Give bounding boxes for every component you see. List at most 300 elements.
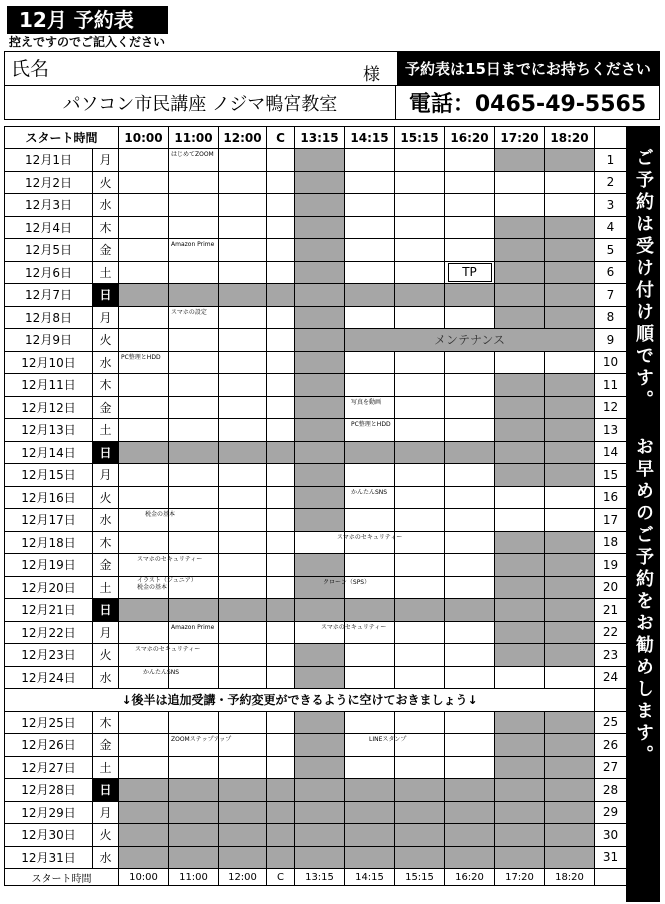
slot-cell[interactable] (345, 216, 395, 239)
slot-cell[interactable] (119, 554, 203, 577)
slot-cell[interactable] (295, 621, 387, 644)
slot-cell[interactable] (395, 261, 445, 284)
slot-cell[interactable] (345, 396, 395, 419)
slot-cell[interactable] (219, 171, 267, 194)
slot-cell[interactable] (345, 441, 395, 464)
slot-cell[interactable] (219, 486, 267, 509)
slot-cell[interactable] (295, 419, 345, 442)
slot-cell[interactable] (119, 306, 169, 329)
slot-cell[interactable] (345, 756, 395, 779)
slot-cell[interactable] (267, 599, 295, 622)
slot-cell[interactable] (395, 711, 445, 734)
slot-cell[interactable] (495, 441, 545, 464)
slot-cell[interactable] (545, 374, 595, 397)
slot-cell[interactable] (545, 666, 595, 689)
slot-cell[interactable] (445, 509, 495, 532)
slot-cell[interactable] (119, 599, 169, 622)
slot-cell[interactable] (395, 216, 445, 239)
slot-cell[interactable] (267, 351, 295, 374)
slot-cell[interactable] (295, 216, 345, 239)
slot-cell[interactable] (295, 239, 345, 262)
slot-cell[interactable] (267, 779, 295, 802)
slot-cell[interactable] (495, 824, 545, 847)
slot-cell[interactable] (295, 194, 345, 217)
slot-cell[interactable] (545, 396, 595, 419)
slot-cell[interactable] (267, 306, 295, 329)
slot-cell[interactable] (267, 239, 295, 262)
slot-cell[interactable] (119, 621, 169, 644)
slot-cell[interactable] (395, 644, 445, 667)
slot-cell[interactable] (495, 846, 545, 869)
slot-cell[interactable] (395, 756, 445, 779)
slot-cell[interactable] (495, 576, 545, 599)
slot-cell[interactable] (345, 419, 395, 442)
slot-cell[interactable] (345, 261, 395, 284)
slot-cell[interactable] (545, 711, 595, 734)
slot-cell[interactable] (219, 621, 267, 644)
slot-cell[interactable] (169, 621, 219, 644)
slot-cell[interactable] (267, 554, 295, 577)
slot-cell[interactable] (545, 824, 595, 847)
slot-cell[interactable] (119, 284, 169, 307)
slot-cell[interactable] (345, 374, 395, 397)
slot-cell[interactable] (395, 554, 445, 577)
slot-cell[interactable] (169, 464, 219, 487)
slot-cell[interactable] (545, 846, 595, 869)
slot-cell[interactable] (345, 779, 395, 802)
slot-cell[interactable] (345, 666, 395, 689)
slot-cell[interactable] (395, 194, 445, 217)
slot-cell[interactable] (295, 554, 345, 577)
slot-cell[interactable] (267, 509, 295, 532)
slot-cell[interactable] (445, 239, 495, 262)
slot-cell[interactable] (169, 531, 219, 554)
slot-cell[interactable] (119, 486, 169, 509)
slot-cell[interactable] (219, 329, 267, 352)
slot-cell[interactable] (219, 351, 267, 374)
slot-cell[interactable] (495, 171, 545, 194)
slot-cell[interactable] (169, 306, 219, 329)
slot-cell[interactable] (495, 779, 545, 802)
slot-cell[interactable] (345, 599, 395, 622)
slot-cell[interactable] (267, 644, 295, 667)
slot-cell[interactable] (169, 171, 219, 194)
slot-cell[interactable] (219, 756, 267, 779)
slot-cell[interactable] (169, 824, 219, 847)
slot-cell[interactable] (345, 351, 395, 374)
slot-cell[interactable] (495, 666, 545, 689)
slot-cell[interactable] (545, 149, 595, 172)
slot-cell[interactable] (295, 599, 345, 622)
slot-cell[interactable] (119, 576, 197, 599)
slot-cell[interactable] (169, 149, 219, 172)
slot-cell[interactable] (169, 261, 219, 284)
slot-cell[interactable] (495, 621, 545, 644)
slot-cell[interactable] (345, 149, 395, 172)
slot-cell[interactable] (545, 284, 595, 307)
slot-cell[interactable] (219, 194, 267, 217)
slot-cell[interactable] (495, 531, 545, 554)
slot-cell[interactable] (267, 149, 295, 172)
slot-cell[interactable] (445, 779, 495, 802)
slot-cell[interactable] (395, 396, 445, 419)
slot-cell[interactable] (295, 261, 345, 284)
slot-cell[interactable] (395, 306, 445, 329)
slot-cell[interactable] (219, 284, 267, 307)
slot-cell[interactable] (267, 374, 295, 397)
day-number: 11 (595, 374, 627, 397)
slot-cell[interactable] (219, 576, 267, 599)
slot-cell[interactable] (295, 666, 345, 689)
slot-cell[interactable] (445, 486, 495, 509)
slot-cell[interactable] (119, 464, 169, 487)
slot-cell[interactable] (545, 194, 595, 217)
slot-cell[interactable] (545, 599, 595, 622)
slot-cell[interactable] (545, 554, 595, 577)
slot-cell[interactable] (169, 284, 219, 307)
slot-cell[interactable] (295, 644, 345, 667)
slot-cell[interactable] (345, 486, 395, 509)
slot-cell[interactable] (545, 531, 595, 554)
slot-cell[interactable] (545, 486, 595, 509)
slot-cell[interactable] (119, 239, 169, 262)
slot-cell[interactable] (295, 284, 345, 307)
slot-cell[interactable] (395, 486, 445, 509)
slot-cell[interactable] (219, 554, 267, 577)
slot-cell[interactable] (169, 756, 219, 779)
slot-cell[interactable] (445, 464, 495, 487)
slot-cell[interactable] (119, 824, 169, 847)
slot-cell[interactable] (267, 396, 295, 419)
slot-cell[interactable] (395, 441, 445, 464)
slot-cell[interactable] (295, 464, 345, 487)
slot-cell[interactable] (267, 171, 295, 194)
slot-cell[interactable] (495, 711, 545, 734)
slot-cell[interactable] (495, 261, 545, 284)
slot-cell[interactable] (295, 846, 345, 869)
slot-cell[interactable] (545, 351, 595, 374)
slot-cell[interactable] (267, 194, 295, 217)
slot-cell[interactable] (295, 711, 345, 734)
slot-cell[interactable] (267, 441, 295, 464)
slot-cell[interactable] (445, 756, 495, 779)
slot-cell[interactable] (219, 779, 267, 802)
slot-cell[interactable] (169, 329, 219, 352)
slot-cell[interactable] (495, 554, 545, 577)
slot-cell[interactable] (119, 194, 169, 217)
slot-cell[interactable] (395, 351, 445, 374)
slot-cell[interactable] (119, 261, 169, 284)
slot-cell[interactable] (545, 441, 595, 464)
slot-cell[interactable] (345, 554, 395, 577)
date-cell: 12月10日 (5, 351, 93, 374)
slot-cell[interactable] (495, 486, 545, 509)
slot-cell[interactable] (445, 599, 495, 622)
slot-cell[interactable] (219, 644, 267, 667)
slot-cell[interactable] (295, 509, 345, 532)
slot-cell[interactable] (395, 171, 445, 194)
slot-cell[interactable] (345, 171, 395, 194)
slot-cell[interactable] (345, 801, 395, 824)
slot-cell[interactable] (119, 216, 169, 239)
slot-cell[interactable] (219, 464, 267, 487)
slot-cell[interactable] (219, 666, 267, 689)
slot-cell[interactable] (119, 531, 169, 554)
slot-cell[interactable] (295, 531, 403, 554)
slot-cell[interactable] (395, 576, 445, 599)
slot-cell[interactable] (169, 216, 219, 239)
slot-cell[interactable] (345, 194, 395, 217)
slot-cell[interactable] (445, 576, 495, 599)
slot-cell[interactable] (545, 734, 595, 757)
slot-cell[interactable] (495, 734, 545, 757)
slot-cell[interactable] (345, 306, 395, 329)
slot-cell[interactable] (545, 261, 595, 284)
slot-cell[interactable] (445, 419, 495, 442)
slot-cell[interactable] (119, 779, 169, 802)
slot-cell[interactable] (169, 374, 219, 397)
slot-cell[interactable] (219, 239, 267, 262)
slot-cell[interactable] (395, 239, 445, 262)
slot-cell[interactable] (445, 306, 495, 329)
slot-cell[interactable] (119, 711, 169, 734)
slot-cell[interactable] (445, 734, 495, 757)
slot-cell[interactable] (345, 824, 395, 847)
slot-cell[interactable] (395, 801, 445, 824)
slot-cell[interactable] (545, 509, 595, 532)
slot-cell[interactable] (395, 666, 445, 689)
slot-cell[interactable] (295, 441, 345, 464)
slot-cell[interactable] (119, 756, 169, 779)
slot-cell[interactable] (119, 396, 169, 419)
slot-cell[interactable] (495, 351, 545, 374)
slot-cell[interactable] (169, 509, 219, 532)
slot-cell[interactable] (119, 509, 176, 532)
slot-cell[interactable] (345, 711, 395, 734)
slot-cell[interactable] (219, 216, 267, 239)
slot-cell[interactable] (267, 419, 295, 442)
slot-cell[interactable] (445, 374, 495, 397)
slot-cell[interactable] (295, 329, 345, 352)
slot-cell[interactable] (545, 239, 595, 262)
weekday-cell: 水 (93, 509, 119, 532)
slot-cell[interactable] (345, 284, 395, 307)
slot-cell[interactable] (395, 599, 445, 622)
slot-cell[interactable] (169, 846, 219, 869)
slot-cell[interactable] (495, 756, 545, 779)
slot-cell[interactable] (169, 441, 219, 464)
slot-cell[interactable] (295, 824, 345, 847)
slot-cell[interactable] (395, 149, 445, 172)
slot-cell[interactable] (445, 554, 495, 577)
slot-cell[interactable] (267, 576, 295, 599)
slot-cell[interactable] (119, 171, 169, 194)
slot-cell[interactable] (119, 149, 169, 172)
slot-cell[interactable] (395, 419, 445, 442)
slot-cell[interactable] (295, 374, 345, 397)
slot-cell[interactable] (445, 194, 495, 217)
slot-cell[interactable] (395, 509, 445, 532)
slot-cell[interactable] (545, 779, 595, 802)
slot-cell[interactable] (267, 531, 295, 554)
slot-cell[interactable] (445, 171, 495, 194)
slot-cell[interactable] (495, 194, 545, 217)
slot-cell[interactable] (545, 216, 595, 239)
slot-cell[interactable] (495, 644, 545, 667)
slot-cell[interactable] (445, 149, 495, 172)
slot-cell[interactable] (345, 509, 395, 532)
slot-cell[interactable] (545, 171, 595, 194)
slot-cell[interactable] (295, 486, 345, 509)
slot-cell[interactable] (445, 261, 495, 284)
slot-cell[interactable] (267, 666, 295, 689)
slot-cell[interactable] (345, 644, 395, 667)
slot-cell[interactable] (267, 846, 295, 869)
slot-cell[interactable] (495, 239, 545, 262)
slot-cell[interactable] (445, 644, 495, 667)
slot-cell[interactable] (295, 576, 371, 599)
slot-cell[interactable] (119, 419, 169, 442)
slot-cell[interactable] (445, 846, 495, 869)
slot-cell[interactable] (445, 531, 495, 554)
slot-cell[interactable] (119, 846, 169, 869)
slot-cell[interactable] (219, 711, 267, 734)
slot-cell[interactable] (119, 441, 169, 464)
slot-cell[interactable] (267, 801, 295, 824)
slot-cell[interactable] (445, 284, 495, 307)
slot-cell[interactable] (445, 351, 495, 374)
slot-cell[interactable] (119, 801, 169, 824)
slot-cell[interactable] (395, 464, 445, 487)
slot-cell[interactable] (169, 486, 219, 509)
slot-cell[interactable] (295, 756, 345, 779)
slot-cell[interactable] (169, 396, 219, 419)
slot-cell[interactable] (219, 824, 267, 847)
slot-cell[interactable] (119, 666, 180, 689)
slot-cell[interactable] (345, 464, 395, 487)
weekday-cell: 水 (93, 351, 119, 374)
slot-cell[interactable] (545, 576, 595, 599)
table-row (5, 351, 627, 374)
slot-cell[interactable] (445, 711, 495, 734)
slot-cell[interactable] (545, 621, 595, 644)
slot-cell[interactable] (219, 306, 267, 329)
slot-cell[interactable] (545, 644, 595, 667)
slot-cell[interactable] (345, 239, 395, 262)
slot-cell[interactable] (495, 464, 545, 487)
slot-cell[interactable] (119, 374, 169, 397)
slot-cell[interactable] (267, 261, 295, 284)
slot-cell[interactable] (295, 149, 345, 172)
slot-cell[interactable] (219, 801, 267, 824)
slot-cell[interactable] (395, 779, 445, 802)
slot-cell[interactable] (219, 149, 267, 172)
slot-cell[interactable] (219, 509, 267, 532)
slot-cell[interactable] (495, 396, 545, 419)
slot-cell[interactable] (295, 779, 345, 802)
slot-cell[interactable] (295, 351, 345, 374)
slot-cell[interactable] (267, 486, 295, 509)
slot-cell[interactable] (169, 711, 219, 734)
slot-cell[interactable] (219, 374, 267, 397)
slot-cell[interactable] (219, 531, 267, 554)
slot-cell[interactable] (395, 846, 445, 869)
slot-cell[interactable] (267, 734, 295, 757)
slot-cell[interactable] (295, 801, 345, 824)
slot-cell[interactable] (267, 824, 295, 847)
slot-cell[interactable] (445, 396, 495, 419)
slot-cell[interactable] (345, 846, 395, 869)
slot-cell[interactable] (169, 734, 232, 757)
slot-cell[interactable] (267, 711, 295, 734)
slot-cell[interactable] (169, 779, 219, 802)
slot-cell[interactable] (495, 419, 545, 442)
slot-cell[interactable] (295, 396, 345, 419)
slot-cell[interactable] (267, 216, 295, 239)
slot-cell[interactable] (119, 734, 169, 757)
slot-cell[interactable] (495, 801, 545, 824)
slot-cell[interactable] (169, 351, 219, 374)
slot-cell[interactable] (119, 644, 201, 667)
slot-cell[interactable] (445, 216, 495, 239)
slot-cell[interactable] (445, 824, 495, 847)
slot-cell[interactable] (219, 261, 267, 284)
slot-cell[interactable] (545, 464, 595, 487)
slot-cell[interactable] (295, 306, 345, 329)
slot-cell[interactable] (495, 149, 545, 172)
slot-cell[interactable] (295, 734, 345, 757)
slot-cell[interactable] (267, 621, 295, 644)
slot-cell[interactable] (445, 441, 495, 464)
slot-cell[interactable] (445, 666, 495, 689)
slot-cell[interactable] (267, 329, 295, 352)
slot-cell[interactable] (445, 801, 495, 824)
slot-cell[interactable] (219, 396, 267, 419)
slot-cell[interactable] (119, 351, 169, 374)
slot-cell[interactable] (495, 284, 545, 307)
slot-cell[interactable] (169, 239, 219, 262)
slot-cell[interactable] (545, 801, 595, 824)
slot-cell[interactable] (495, 599, 545, 622)
slot-cell[interactable] (395, 621, 445, 644)
slot-cell[interactable] (169, 801, 219, 824)
slot-cell[interactable] (169, 194, 219, 217)
slot-cell[interactable] (545, 306, 595, 329)
slot-cell[interactable] (395, 284, 445, 307)
slot-cell[interactable] (545, 419, 595, 442)
slot-cell[interactable] (119, 329, 169, 352)
slot-cell[interactable] (295, 171, 345, 194)
slot-cell[interactable] (445, 621, 495, 644)
slot-cell[interactable] (169, 599, 219, 622)
slot-cell[interactable] (345, 734, 407, 757)
slot-cell[interactable] (495, 216, 545, 239)
slot-cell[interactable] (219, 441, 267, 464)
slot-cell[interactable] (169, 419, 219, 442)
slot-cell[interactable] (395, 374, 445, 397)
slot-cell[interactable] (219, 599, 267, 622)
slot-cell[interactable] (495, 306, 545, 329)
slot-cell[interactable] (395, 824, 445, 847)
slot-cell[interactable] (545, 756, 595, 779)
slot-cell[interactable] (219, 419, 267, 442)
slot-cell[interactable] (495, 374, 545, 397)
slot-cell[interactable] (495, 509, 545, 532)
slot-cell[interactable] (219, 846, 267, 869)
slot-cell[interactable] (267, 756, 295, 779)
slot-cell[interactable] (267, 284, 295, 307)
slot-cell[interactable] (267, 464, 295, 487)
